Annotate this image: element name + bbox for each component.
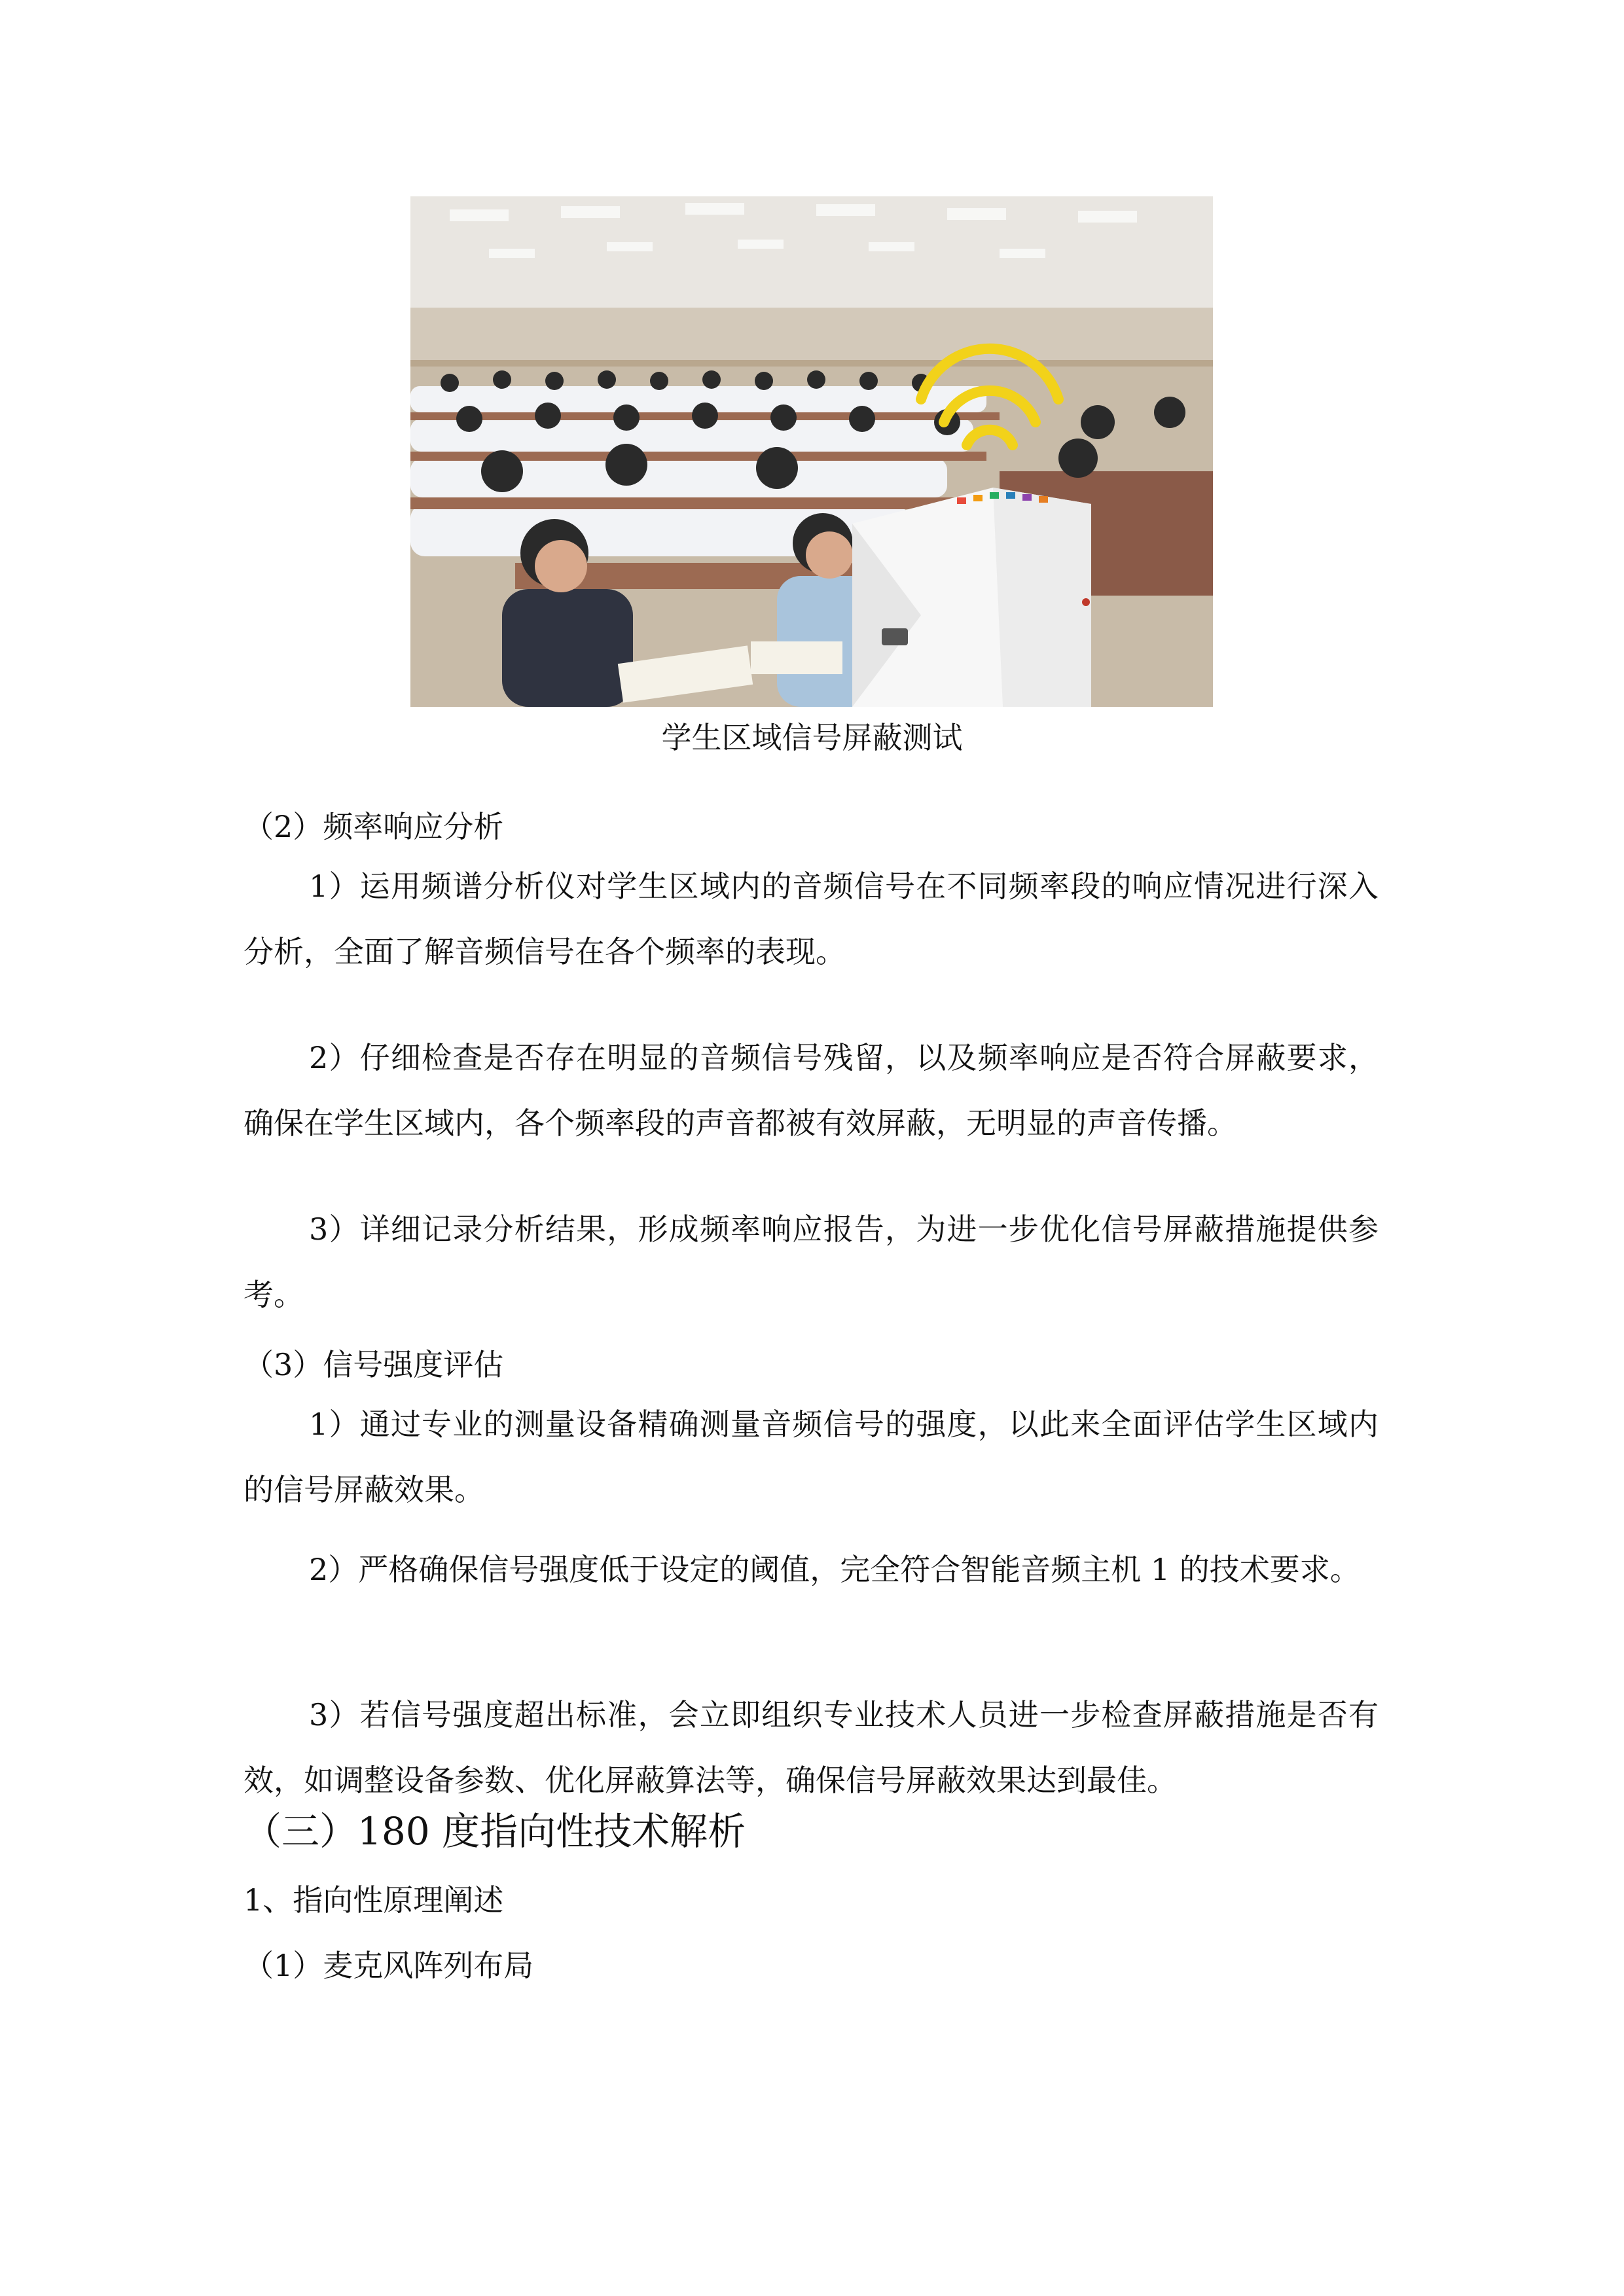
principle-heading: 1、指向性原理阐述 [244,1882,504,1918]
signal-strength-para-1: 1）通过专业的测量设备精确测量音频信号的强度，以此来全面评估学生区域内的信号屏蔽效果。 [244,1407,1379,1507]
signal-strength-para-3: 3）若信号强度超出标准，会立即组织专业技术人员进一步检查屏蔽措施是否有效，如调整设备参数、优化屏蔽算法等，确保信号屏蔽效果达到最佳。 [244,1697,1379,1798]
signal-strength-para-2: 2）严格确保信号强度低于设定的阈值，完全符合智能音频主机 1 的技术要求。 [309,1552,1360,1587]
exam-hall-photo [410,196,1213,707]
freq-response-para-3: 3）详细记录分析结果，形成频率响应报告，为进一步优化信号屏蔽措施提供参考。 [244,1211,1379,1312]
figure-caption: 学生区域信号屏蔽测试 [661,720,963,755]
freq-response-heading: （2）频率响应分析 [244,809,504,844]
directivity-section-heading: （三）180 度指向性技术解析 [244,1809,746,1854]
mic-array-heading: （1）麦克风阵列布局 [244,1948,534,1983]
freq-response-para-2: 2）仔细检查是否存在明显的音频信号残留，以及频率响应是否符合屏蔽要求，确保在学生区域内，各个频率段的声音都被有效屏蔽，无明显的声音传播。 [244,1040,1379,1141]
signal-strength-heading: （3）信号强度评估 [244,1347,504,1382]
freq-response-para-1: 1）运用频谱分析仪对学生区域内的音频信号在不同频率段的响应情况进行深入分析，全面了解音频信号在各个频率的表现。 [244,869,1379,969]
